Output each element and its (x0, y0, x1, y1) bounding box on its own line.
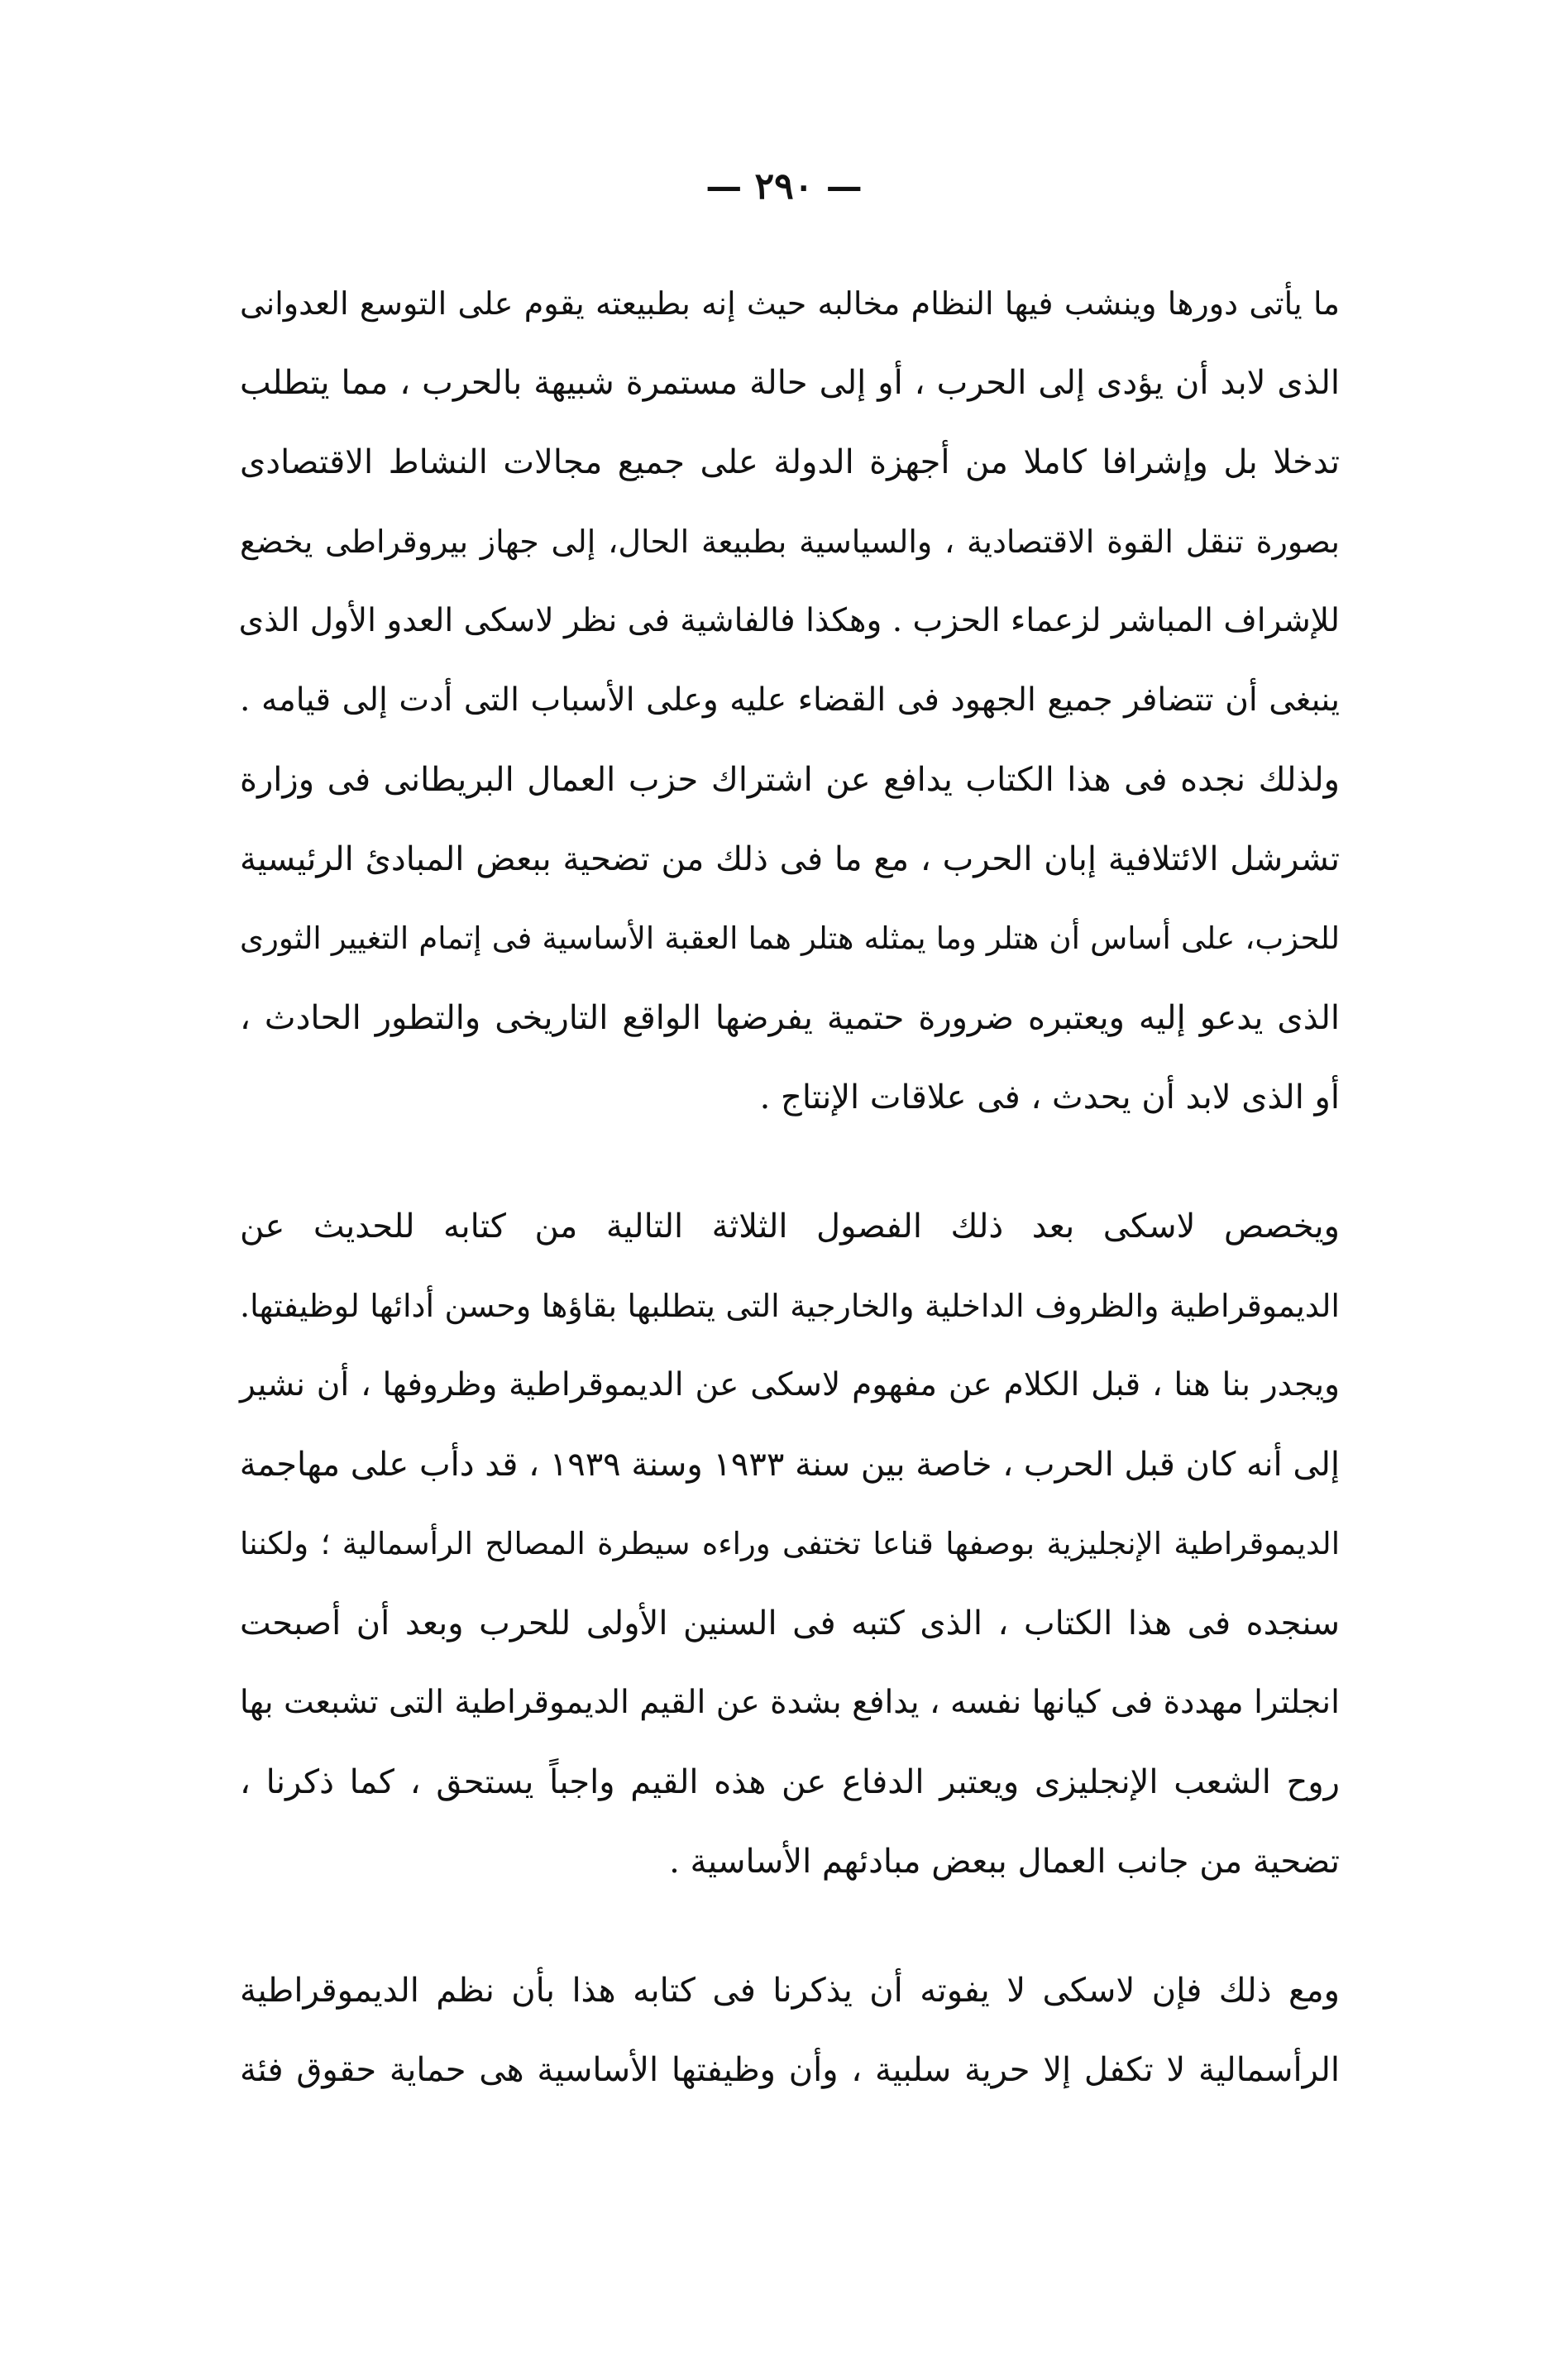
text-line: الذى لابد أن يؤدى إلى الحرب ، أو إلى حالة مستمرة شبيهة بالحرب ، مما يتطلب (240, 364, 1340, 402)
text-line: ويجدر بنا هنا ، قبل الكلام عن مفهوم لاسكى عن الديموقراطية وظروفها ، أن نشير (240, 1366, 1340, 1403)
text-line: تشرشل الائتلافية إبان الحرب ، مع ما فى ذلك من تضحية ببعض المبادئ الرئيسية (240, 840, 1340, 878)
text-line: الديموقراطية الإنجليزية بوصفها قناعا تختفى وراءه سيطرة المصالح الرأسمالية ؛ ولكننا (240, 1526, 1340, 1561)
text-line: ينبغى أن تتضافر جميع الجهود فى القضاء عليه وعلى الأسباب التى أدت إلى قيامه . (240, 681, 1340, 719)
text-line: انجلترا مهددة فى كيانها نفسه ، يدافع بشدة عن القيم الديموقراطية التى تشبعت بها (239, 1684, 1340, 1721)
text-line: تدخلا بل وإشرافا كاملا من أجهزة الدولة على جميع مجالات النشاط الاقتصادى (240, 443, 1340, 481)
text-line: روح الشعب الإنجليزى ويعتبر الدفاع عن هذه القيم واجباً يستحق ، كما ذكرنا ، (240, 1763, 1340, 1801)
text-line: الديموقراطية والظروف الداخلية والخارجية التى يتطلبها بقاؤها وحسن أدائها لوظيفتها. (240, 1288, 1340, 1324)
paragraph-2 (240, 1208, 1340, 1923)
body-text (240, 285, 1340, 2131)
text-line: الرأسمالية لا تكفل إلا حرية سلبية ، وأن وظيفتها الأساسية هى حماية حقوق فئة (240, 2051, 1340, 2089)
text-line: إلى أنه كان قبل الحرب ، خاصة بين سنة ١٩٣٣ وسنة ١٩٣٩ ، قد دأب على مهاجمة (239, 1446, 1340, 1484)
paragraph-spacer (240, 1923, 1340, 1972)
paragraph-spacer (240, 1159, 1340, 1208)
text-line: ما يأتى دورها وينشب فيها النظام مخالبه حيث إنه بطبيعته يقوم على التوسع العدوانى (240, 285, 1340, 322)
text-line: تضحية من جانب العمال ببعض مبادئهم الأساسية . (669, 1843, 1340, 1881)
paragraph-3 (240, 1972, 1340, 2131)
text-line: ومع ذلك فإن لاسكى لا يفوته أن يذكرنا فى كتابه هذا بأن نظم الديموقراطية (240, 1972, 1340, 2010)
text-line: أو الذى لابد أن يحدث ، فى علاقات الإنتاج . (759, 1078, 1340, 1116)
paragraph-1 (240, 285, 1340, 1159)
text-line: الذى يدعو إليه ويعتبره ضرورة حتمية يفرضها الواقع التاريخى والتطور الحادث ، (240, 999, 1340, 1037)
text-line: للحزب، على أساس أن هتلر وما يمثله هتلر هما العقبة الأساسية فى إتمام التغيير الثورى (240, 920, 1340, 956)
text-line: سنجده فى هذا الكتاب ، الذى كتبه فى السنين الأولى للحرب وبعد أن أصبحت (240, 1604, 1340, 1642)
page-number: — ٢٩٠ — (705, 165, 863, 208)
text-line: بصورة تنقل القوة الاقتصادية ، والسياسية بطبيعة الحال، إلى جهاز بيروقراطى يخضع (240, 524, 1340, 560)
text-line: ويخصص لاسكى بعد ذلك الفصول الثلاثة التالية من كتابه للحديث عن (240, 1207, 1340, 1246)
text-line: للإشراف المباشر لزعماء الحزب . وهكذا فالفاشية فى نظر لاسكى العدو الأول الذى (238, 602, 1340, 639)
text-line: ولذلك نجده فى هذا الكتاب يدافع عن اشتراك حزب العمال البريطانى فى وزارة (240, 761, 1340, 799)
